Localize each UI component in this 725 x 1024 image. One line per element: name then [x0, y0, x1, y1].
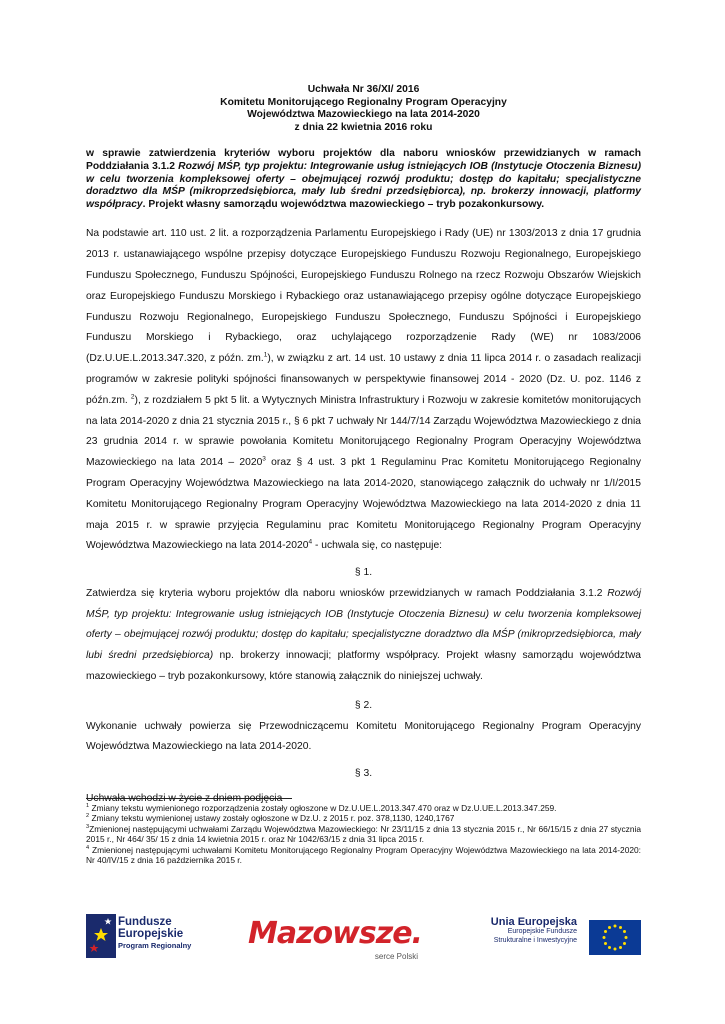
fundusze-europejskie-logo: [86, 914, 206, 964]
section-1-title: § 1.: [354, 567, 373, 579]
fe-subline: Program Regionalny: [118, 941, 192, 950]
resolution-heading: [86, 84, 641, 134]
eu-stars-icon: [589, 920, 641, 955]
footnote-divider: [86, 798, 292, 799]
fe-text: [118, 916, 191, 952]
preamble-text: ), z rozdziałem 5 pkt 5 lit. a Wytycznych Ministra Infrastruktury i Rozwoju w zakresie komitetów monitorujących na lata 2014-2020 z dnia 21 stycznia 2015 r., § 6 pkt 7 uchwały Nr 144/7/14 Zarządu Województwa Mazowieckiego z dnia 23 grudnia 2014 r. w sprawie powołania Komitetu Monitorującego Regionalny Program Operacyjny Województwa Mazowieckiego na lata 2014 – 2020: [86, 394, 641, 469]
resolution-subject: [86, 148, 641, 211]
fe-line: Europejskie: [118, 928, 184, 940]
section-1-part: Zatwierdza się kryteria wyboru projektów dla naboru wniosków przewidzianych w ramach Poddziałania 3.1.2: [86, 587, 608, 599]
fe-line: Fundusze: [118, 916, 172, 928]
subject-text: w sprawie zatwierdzenia kryteriów wyboru projektów dla naboru wniosków przewidzianych w ramach Poddziałania 3.1.2: [86, 148, 641, 172]
section-1-part: np. brokerzy innowacji; platformy współpracy. Projekt własny samorządu województwa mazowieckiego – tryb pozakonkursowy, które stanowią załącznik do niniejszej uchwały.: [86, 650, 641, 683]
unia-europejska-logo: [481, 916, 641, 960]
funding-logos-bar: [86, 910, 641, 970]
mazowsze-logo: [248, 916, 430, 968]
footnote-ref[interactable]: 1: [263, 351, 268, 359]
section-2-title: § 2.: [354, 699, 373, 711]
preamble-text: oraz § 4 ust. 3 pkt 1 Regulaminu Prac Komitetu Monitorującego Regionalny Program Operacyjny Województwa Mazowieckiego na lata 2014-2020, stanowiącego załącznik do uchwały nr 1/I/2015 Komitetu Monitorującego Regionalny Program Operacyjny Województwa Mazowieckiego na lata 2014-2020 z dnia 11 maja 2015 r. w sprawie przyjęcia Regulaminu prac Komitetu Monitorującego Regionalny Program Operacyjny Województwa Mazowieckiego na lata 2014-2020: [86, 457, 641, 552]
ue-text: [481, 916, 577, 945]
footnote-1: $^1$ Zmiany tekstu wymienionego rozporządzenia zostały ogłoszone w Dz.U.UE.L.2013.347.470 oraz w Dz.U.UE.L.2013.347.259.: [86, 803, 557, 813]
eu-flag-icon: [589, 920, 641, 955]
ue-line: Europejskie Fundusze: [507, 928, 577, 935]
section-1-text: [86, 584, 641, 688]
footnotes: [86, 803, 641, 865]
section-3-text: Uchwała wchodzi w życie z dniem podjęcia: [86, 793, 283, 805]
footnote-ref[interactable]: 4: [308, 538, 313, 546]
preamble-text: - uchwala się, co następuje:: [312, 540, 443, 552]
ue-line: Strukturalne i Inwestycyjne: [493, 936, 577, 944]
committee-name: Komitetu Monitorującego Regionalny Program Operacyjny: [220, 96, 507, 108]
resolution-number: Uchwała Nr 36/XI/ 2016: [307, 84, 420, 95]
subject-italic: Rozwój MŚP, typ projektu: Integrowanie usług istniejących IOB (Instytucje Otoczenia Biznesu) w celu tworzenia kompleksowej oferty – obejmującej rozwój produktu; dostęp do kapitału; specjalistyczne doradztwo dla MŚP (mikroprzedsiębiorca, mały lub średni przedsiębiorca), np. brokerzy innowacji, platformy współpracy: [86, 160, 642, 210]
mazowsze-wordmark: Mazowsze.: [248, 916, 422, 951]
preamble-text: ), w związku z art. 14 ust. 10 ustawy z dnia 11 lipca 2014 r. o zasadach realizacji programów w zakresie polityki spójności finansowanych w perspektywie finansowej 2014 - 2020 (Dz. U. poz. 1146 z późn.zm.: [86, 353, 642, 406]
footnote-ref[interactable]: 2: [130, 393, 135, 401]
resolution-date: z dnia 22 kwietnia 2016 roku: [294, 121, 433, 133]
section-2-text: Wykonanie uchwały powierza się Przewodniczącemu Komitetu Monitorującego Regionalny Program Operacyjny Województwa Mazowieckiego na lata 2014-2020.: [86, 720, 641, 753]
program-name: Województwa Mazowieckiego na lata 2014-2020: [247, 109, 480, 121]
footnote-4: $^4$ Zmienionej następującymi uchwałami Komitetu Monitorującego Regionalny Program Operacyjny Województwa Mazowieckiego na lata 2014-2020: Nr 40/IV/15 z dnia 16 października 2015 r.: [86, 844, 641, 866]
footnote-ref[interactable]: 3: [262, 455, 266, 463]
mazowsze-tagline: serce Polski: [374, 952, 418, 961]
section-3-title: § 3.: [354, 768, 373, 780]
section-1-italic: Rozwój MŚP, typ projektu: Integrowanie usług istniejących IOB (Instytucje Otoczenia Biznesu) w celu tworzenia kompleksowej oferty – obejmującej rozwój produktu; dostęp do kapitału; specjalistyczne doradztwo dla MŚP (mikroprzedsiębiorca, mały lubi średni przedsiębiorca): [86, 587, 641, 662]
document-page: [86, 84, 641, 810]
footnote-2: $^2$ Zmiany tekstu wymienionej ustawy zostały ogłoszone w Dz.U. z 2015 r. poz. 378,1130, 1240,1767: [86, 813, 455, 824]
preamble: [86, 224, 641, 557]
subject-tail: . Projekt własny samorządu województwa mazowieckiego – tryb pozakonkursowy.: [142, 198, 545, 210]
fe-stars-icon: [86, 914, 116, 958]
ue-title: Unia Europejska: [490, 916, 577, 928]
preamble-text: Na podstawie art. 110 ust. 2 lit. a rozporządzenia Parlamentu Europejskiego i Rady (UE) nr 1303/2013 z dnia 17 grudnia 2013 r. ustanawiającego wspólne przepisy dotyczące Europejskiego Funduszu Rozwoju Regionalnego, Europejskiego Funduszu Społecznego, Funduszu Spójności, Europejskiego Funduszu Rolnego na rzecz Rozwoju Obszarów Wiejskich oraz Europejskiego Funduszu Morskiego i Rybackiego oraz ustanawiającego przepisy ogólne dotyczące Europejskiego Funduszu Rozwoju Regionalnego, Europejskiego Funduszu Społecznego, Funduszu Spójności i Europejskiego Funduszu Morskiego i Rybackiego, oraz uchylającego rozporządzenie Rady (WE) nr 1083/2006 (Dz.U.UE.L.2013.347.320, z późn. zm.: [86, 228, 641, 365]
footnote-3: $^3$Zmienionej następującymi uchwałami Zarządu Województwa Mazowieckiego: Nr 23/11/15 z dnia 13 stycznia 2015 r., Nr 66/15/15 z dnia 27 stycznia 2015 r., Nr 464/ 35/ 15 z dnia 14 kwietnia 2015 r. oraz Nr 1042/63/15 z dnia 31 lipca 2015 r.: [86, 823, 641, 845]
